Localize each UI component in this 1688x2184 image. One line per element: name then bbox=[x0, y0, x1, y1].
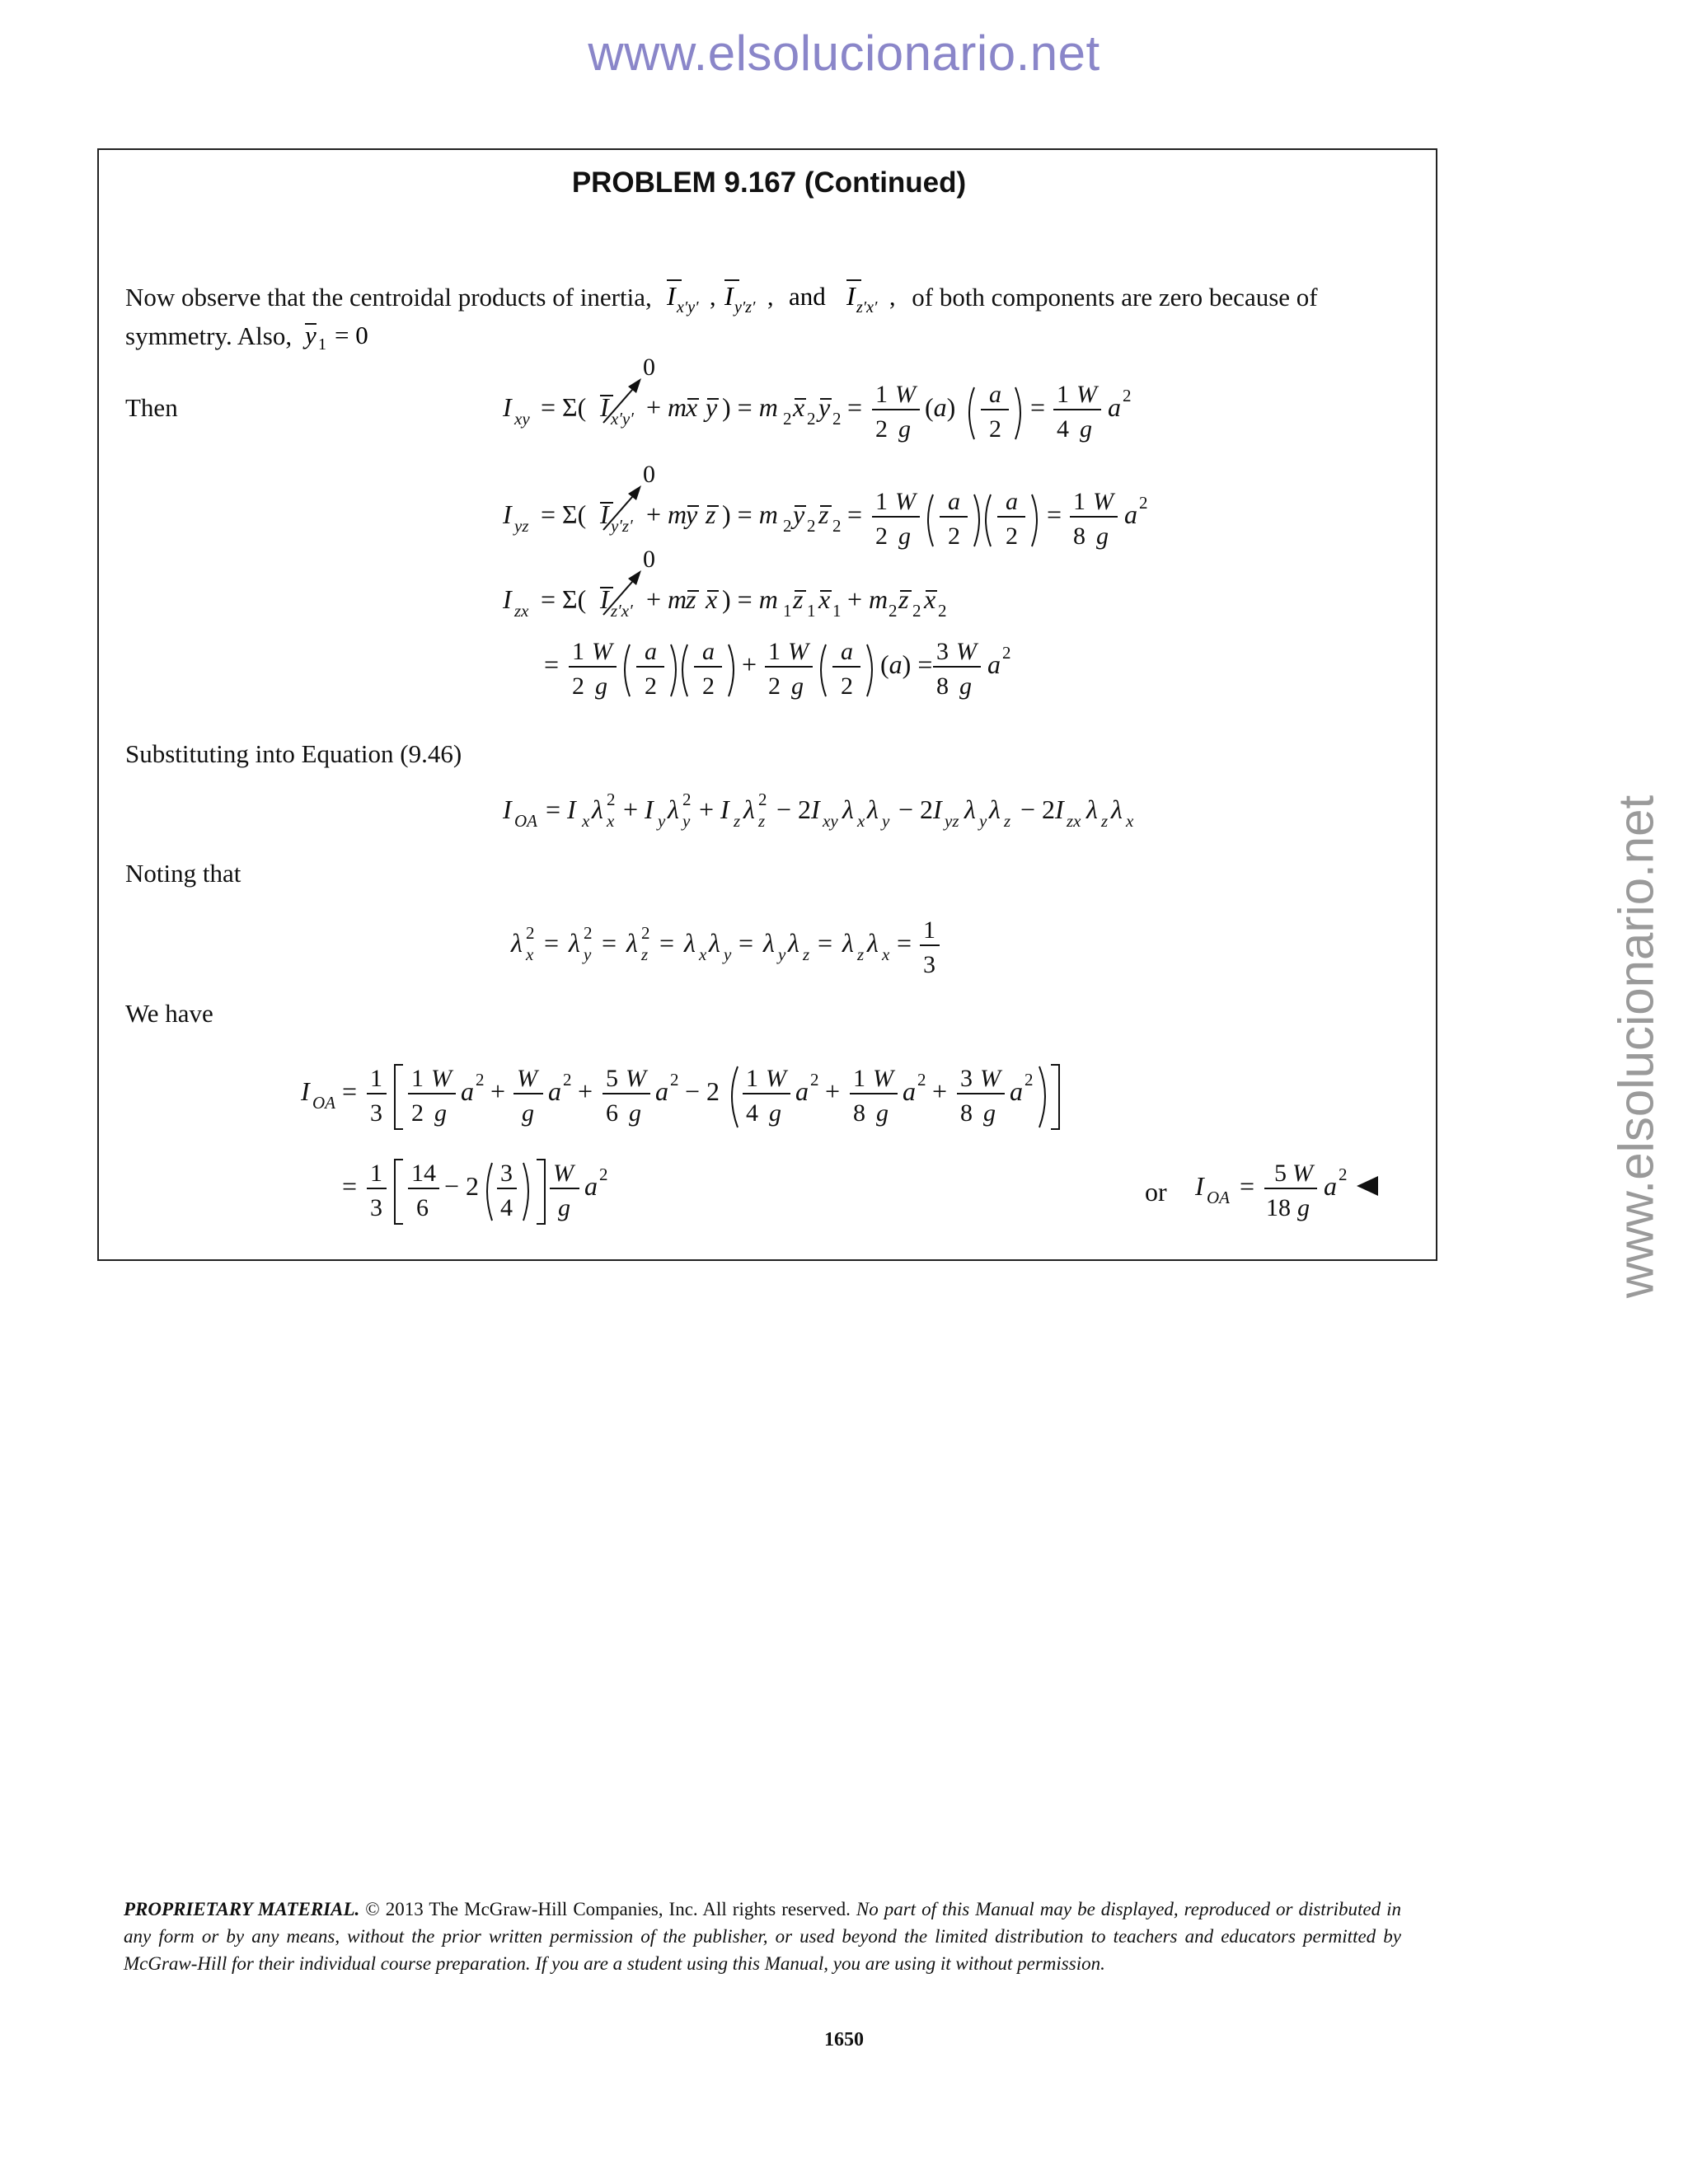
svg-text:z: z bbox=[734, 811, 741, 831]
svg-text:2: 2 bbox=[702, 673, 715, 700]
svg-text:2: 2 bbox=[841, 673, 853, 700]
svg-text:1: 1 bbox=[875, 488, 888, 515]
label-or: or bbox=[1145, 1177, 1167, 1207]
svg-text:a: a bbox=[1124, 499, 1137, 529]
svg-text:z′x′: z′x′ bbox=[856, 298, 877, 316]
svg-text:= Σ(: = Σ( bbox=[541, 584, 587, 614]
svg-text:a: a bbox=[795, 1076, 809, 1106]
svg-text:2: 2 bbox=[670, 1070, 679, 1090]
svg-text:2: 2 bbox=[832, 409, 842, 429]
svg-text:g: g bbox=[791, 673, 804, 700]
svg-text:I: I bbox=[503, 499, 512, 529]
svg-text:z: z bbox=[758, 811, 766, 831]
svg-text:z: z bbox=[706, 499, 716, 529]
svg-text:=: = bbox=[659, 928, 675, 958]
svg-text:+: + bbox=[932, 1076, 948, 1106]
svg-text:z: z bbox=[898, 584, 909, 614]
svg-text:a: a bbox=[903, 1076, 916, 1106]
svg-text:z: z bbox=[1004, 811, 1011, 831]
footer-notice: No part of this Manual may be displayed, reproduced or distributed in any form or by any means, without the prior written permission of the publisher, or used beyond the limited distribution to teachers and educators permitted by McGraw-Hill for their individual course preparation. If you are a student using this Manual, you are using it without permission. bbox=[124, 1899, 1402, 1974]
svg-text:2: 2 bbox=[807, 516, 816, 536]
equation-ioa-general bbox=[503, 787, 1195, 837]
svg-text:a: a bbox=[1006, 488, 1018, 515]
svg-text:=: = bbox=[1240, 1171, 1255, 1201]
svg-text:1: 1 bbox=[1073, 488, 1085, 515]
svg-text:=: = bbox=[1047, 499, 1062, 529]
svg-text:2: 2 bbox=[807, 409, 816, 429]
equation-lambda bbox=[511, 907, 973, 989]
svg-text:1: 1 bbox=[807, 601, 816, 621]
svg-text:− 2I: − 2I bbox=[776, 794, 820, 824]
svg-text:z: z bbox=[1101, 811, 1109, 831]
svg-text:18: 18 bbox=[1266, 1194, 1291, 1221]
svg-text:=: = bbox=[847, 392, 863, 422]
svg-text:W: W bbox=[626, 1065, 646, 1092]
svg-text:= I: = I bbox=[546, 794, 576, 824]
svg-text:3: 3 bbox=[370, 1194, 382, 1221]
svg-text:8: 8 bbox=[960, 1099, 973, 1127]
svg-text:y: y bbox=[658, 811, 666, 831]
svg-text:W: W bbox=[895, 488, 916, 515]
svg-text:2: 2 bbox=[912, 601, 921, 621]
svg-text:2: 2 bbox=[1002, 643, 1011, 663]
svg-text:OA: OA bbox=[1207, 1188, 1230, 1207]
svg-text:1: 1 bbox=[853, 1065, 865, 1092]
svg-text:x: x bbox=[582, 811, 590, 831]
svg-text:0: 0 bbox=[643, 354, 655, 381]
svg-text:g: g bbox=[1096, 523, 1109, 550]
svg-text:+ m: + m bbox=[646, 584, 687, 614]
svg-text:W: W bbox=[873, 1065, 893, 1092]
svg-text:3: 3 bbox=[500, 1160, 513, 1187]
svg-text:λ: λ bbox=[626, 928, 638, 958]
svg-text:1: 1 bbox=[746, 1065, 758, 1092]
svg-text:I: I bbox=[503, 392, 512, 422]
svg-text:g: g bbox=[1080, 415, 1092, 443]
watermark-side: www.elsolucionario.net bbox=[1608, 794, 1664, 1299]
and-word: and bbox=[788, 282, 826, 311]
svg-text:λ: λ bbox=[842, 794, 854, 824]
svg-text:xy: xy bbox=[514, 409, 530, 429]
svg-text:2: 2 bbox=[938, 601, 947, 621]
svg-text:y: y bbox=[706, 392, 718, 422]
svg-text:x: x bbox=[793, 392, 805, 422]
svg-text:+ m: + m bbox=[646, 499, 687, 529]
svg-text:W: W bbox=[553, 1160, 574, 1187]
svg-text:− 2: − 2 bbox=[685, 1076, 720, 1106]
svg-text:I: I bbox=[600, 392, 609, 422]
svg-text:y: y bbox=[584, 944, 592, 964]
svg-text:OA: OA bbox=[312, 1093, 335, 1113]
svg-text:a: a bbox=[702, 638, 715, 665]
svg-text:1: 1 bbox=[572, 638, 584, 665]
svg-text:2: 2 bbox=[875, 415, 888, 443]
svg-text:2: 2 bbox=[641, 923, 650, 943]
svg-text:1: 1 bbox=[370, 1160, 382, 1187]
svg-text:=: = bbox=[544, 649, 560, 679]
svg-text:a: a bbox=[841, 638, 853, 665]
svg-text:λ: λ bbox=[592, 794, 603, 824]
svg-text:x: x bbox=[1126, 811, 1134, 831]
svg-text:2: 2 bbox=[599, 1165, 608, 1184]
svg-text:=: = bbox=[342, 1076, 358, 1106]
svg-text:y: y bbox=[818, 392, 831, 422]
svg-text:I: I bbox=[503, 794, 512, 824]
svg-text:λ: λ bbox=[1111, 794, 1123, 824]
svg-text:λ: λ bbox=[842, 928, 854, 958]
label-substituting: Substituting into Equation (9.46) bbox=[125, 739, 462, 768]
svg-text:g: g bbox=[898, 415, 911, 443]
svg-text:y: y bbox=[793, 499, 805, 529]
svg-text:1: 1 bbox=[923, 916, 935, 944]
svg-text:+: + bbox=[825, 1076, 841, 1106]
svg-text:z: z bbox=[857, 944, 865, 964]
svg-text:g: g bbox=[595, 673, 607, 700]
svg-text:λ: λ bbox=[964, 794, 976, 824]
svg-text:) = m: ) = m bbox=[722, 392, 778, 422]
svg-text:W: W bbox=[431, 1065, 452, 1092]
svg-text:x′y′: x′y′ bbox=[676, 298, 699, 316]
svg-text:W: W bbox=[895, 381, 916, 408]
svg-text:I: I bbox=[503, 584, 512, 614]
svg-text:λ: λ bbox=[743, 794, 755, 824]
svg-text:λ: λ bbox=[867, 928, 879, 958]
svg-text:,: , bbox=[889, 284, 895, 311]
svg-text:a: a bbox=[1010, 1076, 1023, 1106]
svg-text:2: 2 bbox=[783, 516, 792, 536]
svg-text:1: 1 bbox=[875, 381, 888, 408]
svg-text:g: g bbox=[1297, 1194, 1310, 1221]
svg-text:=: = bbox=[897, 928, 912, 958]
svg-text:14: 14 bbox=[411, 1160, 436, 1187]
svg-text:y: y bbox=[778, 944, 786, 964]
svg-text:W: W bbox=[1076, 381, 1097, 408]
svg-text:z′x′: z′x′ bbox=[611, 601, 633, 621]
svg-text:2: 2 bbox=[768, 673, 781, 700]
svg-text:=: = bbox=[544, 928, 560, 958]
svg-text:yz: yz bbox=[945, 811, 959, 831]
svg-text:4: 4 bbox=[746, 1099, 758, 1127]
answer-marker-icon bbox=[1357, 1176, 1378, 1196]
svg-text:2: 2 bbox=[783, 409, 792, 429]
svg-text:y: y bbox=[979, 811, 987, 831]
svg-text:x: x bbox=[818, 584, 831, 614]
svg-text:a: a bbox=[1324, 1171, 1337, 1201]
svg-text:x: x bbox=[924, 584, 936, 614]
svg-text:8: 8 bbox=[1073, 523, 1085, 550]
label-then: Then bbox=[125, 393, 178, 422]
svg-text:λ: λ bbox=[788, 928, 799, 958]
svg-text:a: a bbox=[645, 638, 657, 665]
svg-text:a: a bbox=[461, 1076, 474, 1106]
svg-text:g: g bbox=[769, 1099, 781, 1127]
svg-text:2: 2 bbox=[572, 673, 584, 700]
svg-text:1: 1 bbox=[370, 1065, 382, 1092]
svg-text:2: 2 bbox=[1139, 493, 1148, 513]
svg-text:g: g bbox=[959, 673, 972, 700]
svg-text:λ: λ bbox=[511, 928, 523, 958]
svg-text:W: W bbox=[956, 638, 977, 665]
svg-text:g: g bbox=[434, 1099, 447, 1127]
svg-text:2: 2 bbox=[948, 523, 960, 550]
svg-text:4: 4 bbox=[1057, 415, 1069, 443]
equation-ixy bbox=[503, 350, 1162, 457]
svg-text:1: 1 bbox=[768, 638, 781, 665]
label-noting: Noting that bbox=[125, 859, 241, 888]
svg-text:z: z bbox=[641, 944, 649, 964]
svg-text:+: + bbox=[578, 1076, 593, 1106]
intro-text-b: of both components are zero because of symmetry. Also, bbox=[125, 283, 1318, 350]
svg-text:a: a bbox=[948, 488, 960, 515]
equation-ioa-simplified bbox=[342, 1150, 639, 1240]
svg-text:2: 2 bbox=[607, 790, 616, 809]
equation-ioa-answer bbox=[1195, 1150, 1409, 1240]
svg-text:1: 1 bbox=[411, 1065, 424, 1092]
svg-text:y: y bbox=[682, 811, 691, 831]
svg-text:λ: λ bbox=[684, 928, 696, 958]
footer-copyright: © 2013 The McGraw-Hill Companies, Inc. All rights reserved. bbox=[365, 1899, 851, 1919]
svg-text:= Σ(: = Σ( bbox=[541, 392, 587, 422]
svg-text:y′z′: y′z′ bbox=[611, 516, 633, 536]
svg-text:y: y bbox=[686, 499, 698, 529]
svg-text:x: x bbox=[882, 944, 890, 964]
intro-paragraph bbox=[125, 278, 1411, 355]
svg-text:x: x bbox=[706, 584, 718, 614]
label-we-have: We have bbox=[125, 999, 213, 1028]
svg-text:W: W bbox=[1093, 488, 1114, 515]
svg-text:4: 4 bbox=[500, 1194, 513, 1221]
svg-text:x: x bbox=[699, 944, 707, 964]
svg-text:z: z bbox=[793, 584, 804, 614]
svg-text:z: z bbox=[803, 944, 810, 964]
svg-text:5: 5 bbox=[1274, 1160, 1287, 1187]
page-number: 1650 bbox=[824, 2029, 864, 2050]
svg-text:3: 3 bbox=[960, 1065, 973, 1092]
svg-text:) = m: ) = m bbox=[722, 499, 778, 529]
svg-text:λ: λ bbox=[709, 928, 720, 958]
svg-text:I: I bbox=[600, 584, 609, 614]
svg-text:yz: yz bbox=[514, 516, 529, 536]
svg-text:a: a bbox=[584, 1171, 598, 1201]
svg-text:=: = bbox=[602, 928, 617, 958]
svg-text:a: a bbox=[655, 1076, 668, 1106]
svg-text:2: 2 bbox=[682, 790, 692, 809]
svg-text:y′z′: y′z′ bbox=[734, 298, 755, 316]
svg-text:8: 8 bbox=[853, 1099, 865, 1127]
svg-text:1: 1 bbox=[832, 601, 842, 621]
svg-text:I: I bbox=[846, 281, 856, 311]
svg-text:a: a bbox=[987, 649, 1001, 679]
equation-izx bbox=[503, 544, 997, 626]
svg-text:= Σ(: = Σ( bbox=[541, 499, 587, 529]
svg-text:g: g bbox=[558, 1194, 570, 1221]
y1-zero-symbol bbox=[298, 316, 389, 353]
svg-text:zx: zx bbox=[1067, 811, 1081, 831]
svg-text:2: 2 bbox=[645, 673, 657, 700]
svg-text:) = m: ) = m bbox=[722, 584, 778, 614]
svg-text:W: W bbox=[517, 1065, 537, 1092]
svg-text:(a): (a) bbox=[925, 392, 956, 422]
footer-label: PROPRIETARY MATERIAL. bbox=[124, 1899, 360, 1919]
svg-text:3: 3 bbox=[370, 1099, 382, 1127]
svg-text:g: g bbox=[629, 1099, 641, 1127]
svg-text:2: 2 bbox=[989, 415, 1001, 443]
svg-text:=: = bbox=[847, 499, 863, 529]
svg-text:=: = bbox=[1030, 392, 1046, 422]
svg-text:x′y′: x′y′ bbox=[611, 409, 634, 429]
equation-ioa-sub bbox=[301, 1055, 1125, 1146]
svg-text:2: 2 bbox=[758, 790, 767, 809]
svg-text:=: = bbox=[818, 928, 833, 958]
svg-text:I: I bbox=[600, 499, 609, 529]
svg-text:2: 2 bbox=[1339, 1165, 1348, 1184]
svg-text:g: g bbox=[876, 1099, 889, 1127]
intro-text-a: Now observe that the centroidal products of inertia, bbox=[125, 283, 652, 312]
svg-text:a: a bbox=[989, 381, 1001, 408]
svg-text:y: y bbox=[304, 321, 316, 349]
svg-text:3: 3 bbox=[936, 638, 949, 665]
svg-text:x: x bbox=[607, 811, 615, 831]
svg-text:+: + bbox=[490, 1076, 506, 1106]
svg-text:2: 2 bbox=[584, 923, 593, 943]
centroidal-products-symbols bbox=[659, 278, 906, 314]
svg-text:OA: OA bbox=[514, 811, 537, 831]
svg-text:I: I bbox=[301, 1076, 310, 1106]
svg-text:2: 2 bbox=[889, 601, 898, 621]
svg-text:2: 2 bbox=[875, 523, 888, 550]
svg-text:g: g bbox=[898, 523, 911, 550]
equation-izx-value bbox=[544, 630, 1071, 721]
svg-text:x: x bbox=[686, 392, 698, 422]
svg-text:1: 1 bbox=[1057, 381, 1069, 408]
svg-text:y: y bbox=[882, 811, 890, 831]
copyright-footer bbox=[124, 1896, 1401, 1977]
svg-text:2: 2 bbox=[1006, 523, 1018, 550]
svg-text:y: y bbox=[724, 944, 732, 964]
svg-text:I: I bbox=[724, 281, 734, 311]
svg-text:5: 5 bbox=[606, 1065, 618, 1092]
svg-text:1: 1 bbox=[317, 335, 326, 354]
svg-text:W: W bbox=[788, 638, 809, 665]
svg-text:2: 2 bbox=[563, 1070, 572, 1090]
problem-title: PROBLEM 9.167 (Continued) bbox=[571, 166, 967, 199]
svg-text:− 2I: − 2I bbox=[898, 794, 942, 824]
svg-text:2: 2 bbox=[832, 516, 842, 536]
svg-text:z: z bbox=[686, 584, 696, 614]
watermark-top: www.elsolucionario.net bbox=[588, 26, 1100, 81]
svg-text:0: 0 bbox=[643, 461, 655, 488]
svg-text:+ m: + m bbox=[646, 392, 687, 422]
svg-text:λ: λ bbox=[668, 794, 679, 824]
svg-text:I: I bbox=[666, 281, 676, 311]
svg-text:2: 2 bbox=[1025, 1070, 1034, 1090]
svg-text:g: g bbox=[522, 1099, 534, 1127]
svg-text:2: 2 bbox=[476, 1070, 485, 1090]
svg-text:(a) =: (a) = bbox=[880, 649, 933, 679]
svg-text:1: 1 bbox=[783, 601, 792, 621]
svg-text:x: x bbox=[857, 811, 865, 831]
svg-text:W: W bbox=[766, 1065, 786, 1092]
svg-text:g: g bbox=[983, 1099, 996, 1127]
svg-text:+ m: + m bbox=[847, 584, 889, 614]
svg-text:λ: λ bbox=[867, 794, 879, 824]
svg-text:,: , bbox=[767, 284, 773, 311]
svg-text:− 2: − 2 bbox=[444, 1171, 480, 1201]
svg-text:W: W bbox=[980, 1065, 1001, 1092]
svg-text:= 0: = 0 bbox=[334, 321, 368, 349]
svg-text:zx: zx bbox=[514, 601, 529, 621]
svg-text:λ: λ bbox=[763, 928, 775, 958]
svg-text:W: W bbox=[1292, 1160, 1313, 1187]
svg-text:λ: λ bbox=[569, 928, 580, 958]
svg-text:λ: λ bbox=[989, 794, 1001, 824]
svg-text:2: 2 bbox=[526, 923, 535, 943]
svg-text:+: + bbox=[742, 649, 757, 679]
svg-text:+ I: + I bbox=[623, 794, 654, 824]
svg-text:6: 6 bbox=[416, 1194, 429, 1221]
svg-text:2: 2 bbox=[917, 1070, 926, 1090]
svg-text:− 2I: − 2I bbox=[1020, 794, 1064, 824]
svg-text:W: W bbox=[592, 638, 612, 665]
svg-text:x: x bbox=[526, 944, 534, 964]
svg-text:λ: λ bbox=[1086, 794, 1098, 824]
svg-text:8: 8 bbox=[936, 673, 949, 700]
svg-text:3: 3 bbox=[923, 951, 935, 978]
svg-text:=: = bbox=[738, 928, 754, 958]
svg-text:,: , bbox=[709, 284, 715, 311]
svg-text:xy: xy bbox=[823, 811, 838, 831]
svg-text:a: a bbox=[1108, 392, 1121, 422]
svg-text:+ I: + I bbox=[699, 794, 729, 824]
svg-text:2: 2 bbox=[411, 1099, 424, 1127]
svg-text:6: 6 bbox=[606, 1099, 618, 1127]
svg-text:=: = bbox=[342, 1171, 358, 1201]
svg-text:a: a bbox=[548, 1076, 561, 1106]
svg-text:2: 2 bbox=[810, 1070, 819, 1090]
svg-text:2: 2 bbox=[1123, 386, 1132, 405]
svg-text:0: 0 bbox=[643, 546, 655, 573]
svg-text:z: z bbox=[818, 499, 829, 529]
svg-text:I: I bbox=[1195, 1171, 1204, 1201]
